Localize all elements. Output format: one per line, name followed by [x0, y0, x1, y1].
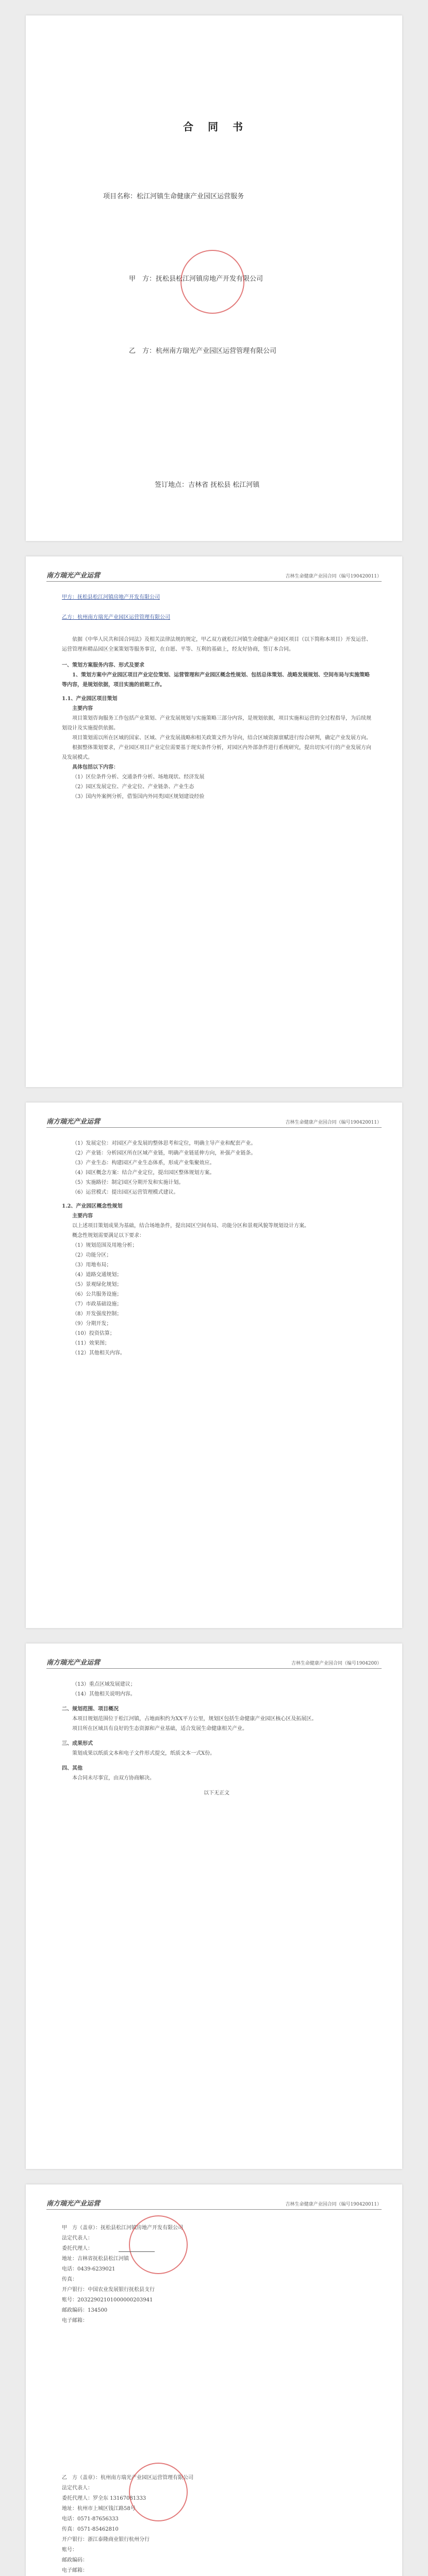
page-header — [46, 570, 382, 582]
page-header — [46, 2198, 382, 2210]
header-company: 南方瑞光产业运营 — [46, 572, 101, 580]
party-a-rep: 法定代表人： — [62, 2235, 93, 2241]
project-name: 项目名称：松江河镇生命健康产业园区运营服务 — [103, 193, 244, 200]
list-item: （4）园区概念方案：结合产业定位，提出园区整体规划方案。 — [72, 1170, 215, 1176]
party-b-name: 乙 方（盖章）：杭州南方瑞光产业园区运营管理有限公司 — [62, 2475, 193, 2481]
paragraph: 根据整体策划要求，产业园区项目产业定位需要基于现实条件分析，对园区内外部条件进行系统研究，提出切实可行的产业发展方向及发展模式。 — [62, 745, 371, 760]
party-a-signature-icon — [119, 2251, 155, 2252]
party-a-email: 电子邮箱： — [62, 2318, 88, 2324]
header-company: 南方瑞光产业运营 — [46, 1659, 101, 1667]
list-item: （3）国内外案例分析，借鉴国内外同类园区规划建设经验 — [72, 794, 205, 800]
list-item: （2）产业链：分析园区所在区域产业链，明确产业链延伸方向，补强产业链条。 — [72, 1150, 256, 1156]
list-item: （10）投资估算； — [72, 1331, 115, 1336]
list-item: （7）市政基础设施； — [72, 1301, 122, 1307]
page-header — [46, 1116, 382, 1128]
page-3-body — [62, 1139, 371, 1358]
list-item: （2）功能分区； — [72, 1252, 112, 1258]
list-item: （4）道路交通规划； — [72, 1272, 122, 1278]
header-contract-no: 吉林生命健康产业园合同（编号190420011） — [285, 1120, 382, 1125]
party-b-stamp-icon — [129, 2463, 188, 2521]
party-b-agent: 委托代理人：罗全东 13167081333 — [62, 2496, 146, 2501]
page-cover — [26, 15, 402, 541]
sign-place: 签订地点：吉林省 抚松县 松江河镇 — [155, 481, 260, 489]
list-item: （1）发展定位：对园区产业发展的整体思考和定位，明确主导产业和配套产业。 — [72, 1141, 256, 1146]
party-b-account: 账号： — [62, 2547, 77, 2553]
paragraph: 以上述项目策划成果为基础，结合场地条件，提出园区空间布局、功能分区和景观风貌等规划设计方案。 — [72, 1223, 309, 1229]
paragraph: 1、策划方案中产业园区项目产业定位策划、运营管理和产业园区概念性规划、包括总体策划、战略发展规划、空间布局与实施策略等内容，是规划依据，项目实施的前期工作。 — [62, 672, 370, 688]
list-item: （13）重点区域发展建议； — [72, 1682, 136, 1687]
paragraph: 本项目规划范围位于松江河镇，占地面积约为XX平方公里，规划区包括生命健康产业园区核心区及拓展区。 — [72, 1716, 317, 1722]
header-company: 南方瑞光产业运营 — [46, 2200, 101, 2208]
end-of-text: 以下无正文 — [204, 1790, 229, 1796]
party-a-name: 甲 方（盖章）：抚松县松江河镇房地产开发有限公司 — [62, 2225, 183, 2231]
party-a-account: 账号：20322902101000000203941 — [62, 2297, 153, 2303]
party-a-signature-block — [62, 2223, 371, 2326]
party-a-agent: 委托代理人： — [62, 2246, 93, 2251]
paragraph: 项目策划需以所在区域的国家、区域、产业发展战略和相关政策文件为导向，结合区域资源禀赋进行综合研判，确定产业发展方向。 — [72, 735, 371, 741]
header-contract-no: 吉林生命健康产业园合同（编号1904200） — [291, 1661, 382, 1666]
page-2-body — [62, 592, 371, 802]
section-heading: 四、其他 — [62, 1766, 83, 1771]
party-a-fax: 传真： — [62, 2277, 77, 2282]
list-item: （2）园区发展定位、产业定位、产业链条、产业生态 — [72, 784, 194, 790]
paragraph: 项目所在区域具有良好的生态资源和产业基础，适合发展生命健康相关产业。 — [72, 1726, 248, 1732]
party-b-line: 乙方：杭州南方瑞光产业园区运营管理有限公司 — [62, 615, 170, 620]
paragraph: 概念性规划需要满足以下要求： — [72, 1233, 144, 1239]
list-item: （5）景观绿化规划； — [72, 1282, 122, 1287]
page-3 — [26, 1103, 402, 1628]
paragraph: 策划成果以纸质文本和电子文件形式提交，纸质文本一式X份。 — [72, 1751, 216, 1756]
page-4-body — [62, 1680, 371, 1798]
subheading: 主要内容 — [72, 706, 93, 711]
list-item: （11）效果图； — [72, 1341, 110, 1346]
party-a-zip: 邮政编码：134500 — [62, 2308, 108, 2313]
party-b-address: 地址：杭州市上城区钱江路58号 — [62, 2506, 136, 2512]
list-item: （1）区位条件分析、交通条件分析、场地现状、经济发展 — [72, 774, 205, 780]
paragraph: 本合同未尽事宜，由双方协商解决。 — [72, 1775, 155, 1781]
subsection-heading: 1.2、产业园区概念性规划 — [62, 1204, 123, 1209]
party-b-signature-block — [62, 2473, 371, 2576]
header-contract-no: 吉林生命健康产业园合同（编号190420011） — [285, 2202, 382, 2207]
party-b-tel: 电话：0571-87656333 — [62, 2516, 119, 2522]
party-b-zip: 邮政编码： — [62, 2557, 88, 2563]
list-item: （1）规划范围及用地分析； — [72, 1243, 138, 1248]
list-item: （8）开发强度控制； — [72, 1311, 122, 1317]
party-b: 乙 方：杭州南方瑞光产业园区运营管理有限公司 — [129, 347, 277, 355]
list-item: （9）分期开发； — [72, 1321, 112, 1327]
list-item: （14）其他相关说明内容。 — [72, 1691, 136, 1697]
section-heading: 二、规划范围、项目概况 — [62, 1706, 119, 1712]
page-4 — [26, 1643, 402, 2169]
list-item: （3）产业生态：构建园区产业生态体系，形成产业集聚效应。 — [72, 1160, 215, 1166]
paragraph: 依据《中华人民共和国合同法》及相关法律法规的规定，甲乙双方就松江河镇生命健康产业园区项目（以下简称本项目）开发运营、运营管理和精品园区全案策划等服务事宜，在自愿、平等、互利的基础上，经友好协商，签订本合同。 — [62, 637, 371, 652]
paragraph: 具体包括以下内容： — [72, 765, 119, 770]
header-contract-no: 吉林生命健康产业园合同（编号190420011） — [285, 574, 382, 579]
subheading: 主要内容 — [72, 1213, 93, 1219]
party-a-stamp-icon — [180, 250, 244, 314]
party-b-bank: 开户银行：浙江泰隆商业银行杭州分行 — [62, 2537, 150, 2543]
party-a: 甲 方：抚松县松江河镇房地产开发有限公司 — [129, 275, 264, 283]
party-a-address: 地址：吉林省抚松县松江河镇 — [62, 2256, 129, 2262]
contract-title: 合 同 书 — [183, 121, 245, 133]
party-b-email: 电子邮箱： — [62, 2568, 88, 2573]
party-a-stamp-icon — [129, 2215, 188, 2274]
party-a-line: 甲方：抚松县松江河镇房地产开发有限公司 — [62, 595, 160, 600]
list-item: （6）运营模式：提出园区运营管理模式建议。 — [72, 1190, 179, 1195]
list-item: （12）其他相关内容。 — [72, 1350, 125, 1356]
list-item: （5）实施路径：制定园区分期开发和实施计划。 — [72, 1180, 184, 1185]
page-header — [46, 1657, 382, 1669]
section-heading: 一、策划方案服务内容、形式及要求 — [62, 663, 144, 668]
list-item: （3）用地布局； — [72, 1262, 112, 1268]
section-heading: 三、成果形式 — [62, 1741, 93, 1747]
subsection-heading: 1.1、产业园区项目策划 — [62, 696, 118, 702]
page-2 — [26, 556, 402, 1087]
party-a-tel: 电话：0439-6239021 — [62, 2266, 116, 2272]
header-company: 南方瑞光产业运营 — [46, 1118, 101, 1126]
party-b-fax: 传真：0571-85462810 — [62, 2527, 119, 2532]
party-a-bank: 开户银行：中国农业发展银行抚松县支行 — [62, 2287, 155, 2293]
list-item: （6）公共服务设施； — [72, 1292, 122, 1297]
paragraph: 项目策划咨询服务工作包括产业策划、产业发展规划与实施策略三部分内容，是规划依据，项目实施和运营的全过程指导，为后续规划设计及实施提供依据。 — [62, 716, 371, 731]
party-b-rep: 法定代表人： — [62, 2485, 93, 2491]
page-5 — [26, 2184, 402, 2576]
